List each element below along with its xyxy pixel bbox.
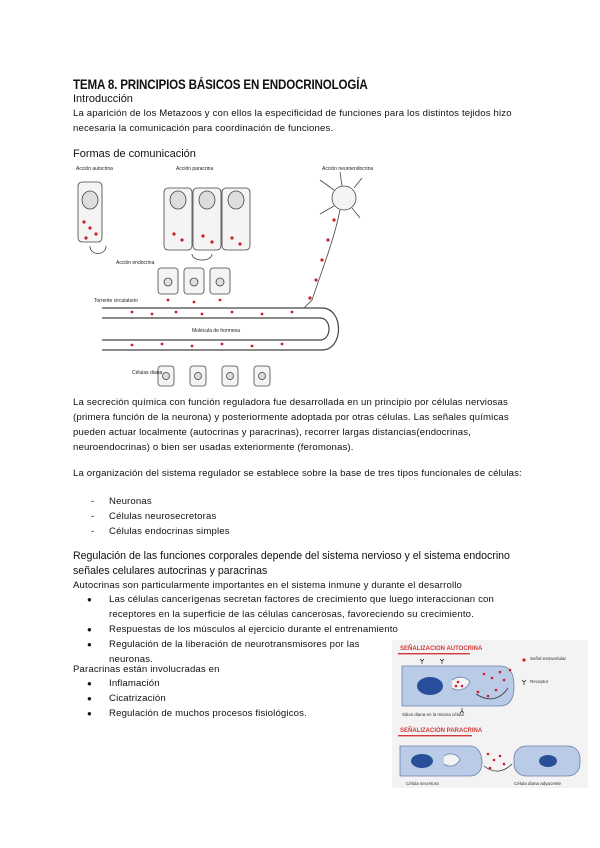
list-item: ● Cicatrización [87,693,166,704]
label-autocrine: Acción autocrina [76,166,113,172]
intro-text: La aparición de los Metazoos y con ellos la especificidad de funciones para los distintos tejidos hizo necesaria la comunicación para coordinación de funciones. [73,108,512,134]
paracrine-list [87,676,307,721]
secretory-caption: Célula secretora [406,781,439,786]
list-item: ● Inflamación [87,678,160,689]
communication-forms-figure [72,160,374,392]
page-title: TEMA 8. PRINCIPIOS BÁSICOS EN ENDOCRINOLOGÍA [73,77,368,92]
paragraph-secretion: La secreción química con función reguladora fue desarrollada en un principio por células nerviosas (primera función de la neurona) y posteriormente adoptada por otras células. Las señales químicas pueden actuar localmente (autocrinas y paracrinas), recorrer largas distancias(endocrinas, neuroendocrinas) o bien ser usadas exteriormente (feromonas). [73,397,509,453]
list-item: ● Respuestas de los músculos al ejercicio durante el entrenamiento [87,624,399,635]
paracrine-intro: Paracrinas están involucradas en [73,664,220,675]
list-item: ● Regulación de la liberación de neurotransmisores por las neuronas. [87,639,360,665]
paragraph-organization: La organización del sistema regulador se establece sobre la base de tres tipos funcionales de células: [73,468,522,479]
list-item: - Células neurosecretoras [91,511,217,522]
forms-heading: Formas de comunicación [73,148,196,160]
list-item: - Células endocrinas simples [91,526,230,537]
signaling-figure [392,640,588,788]
regulation-heading: Regulación de las funciones corporales depende del sistema nervioso y el sistema endocrino señales celulares autocrinas y paracrinas [73,550,510,577]
paracrine-title: SEÑALIZACIÓN PARACRINA [400,728,483,734]
autocrine-intro: Autocrinas son particularmente importantes en el sistema inmune y durante el desarrollo [73,580,462,591]
legend-receptor: Receptor [530,679,549,684]
legend-signal: Señal extracelular [530,656,567,661]
autocrine-title: SEÑALIZACION AUTOCRINA [400,646,483,652]
list-item: ● Las células cancerígenas secretan factores de crecimiento que luego interaccionan con receptores en la superficie de las células cancerosas, favoreciendo su crecimiento. [87,594,494,620]
label-neuroendocrine: Acción neuroendocrina [322,166,374,172]
cell-types-list [91,494,230,539]
intro-heading: Introducción [73,93,133,105]
list-item: - Neuronas [91,496,152,507]
autocrine-caption: Sitios diana en la misma célula [402,712,464,717]
label-target: Células diana [132,370,163,376]
label-hormone: Molécula de hormona [192,328,241,334]
list-item: ● Regulación de muchos procesos fisiológicos. [87,708,307,719]
label-bloodstream: Torrente circulatorio [94,298,138,304]
label-endocrine: Acción endocrina [116,260,155,266]
label-paracrine: Acción paracrina [176,166,214,172]
target-caption: Célula diana adyacente [514,781,562,786]
